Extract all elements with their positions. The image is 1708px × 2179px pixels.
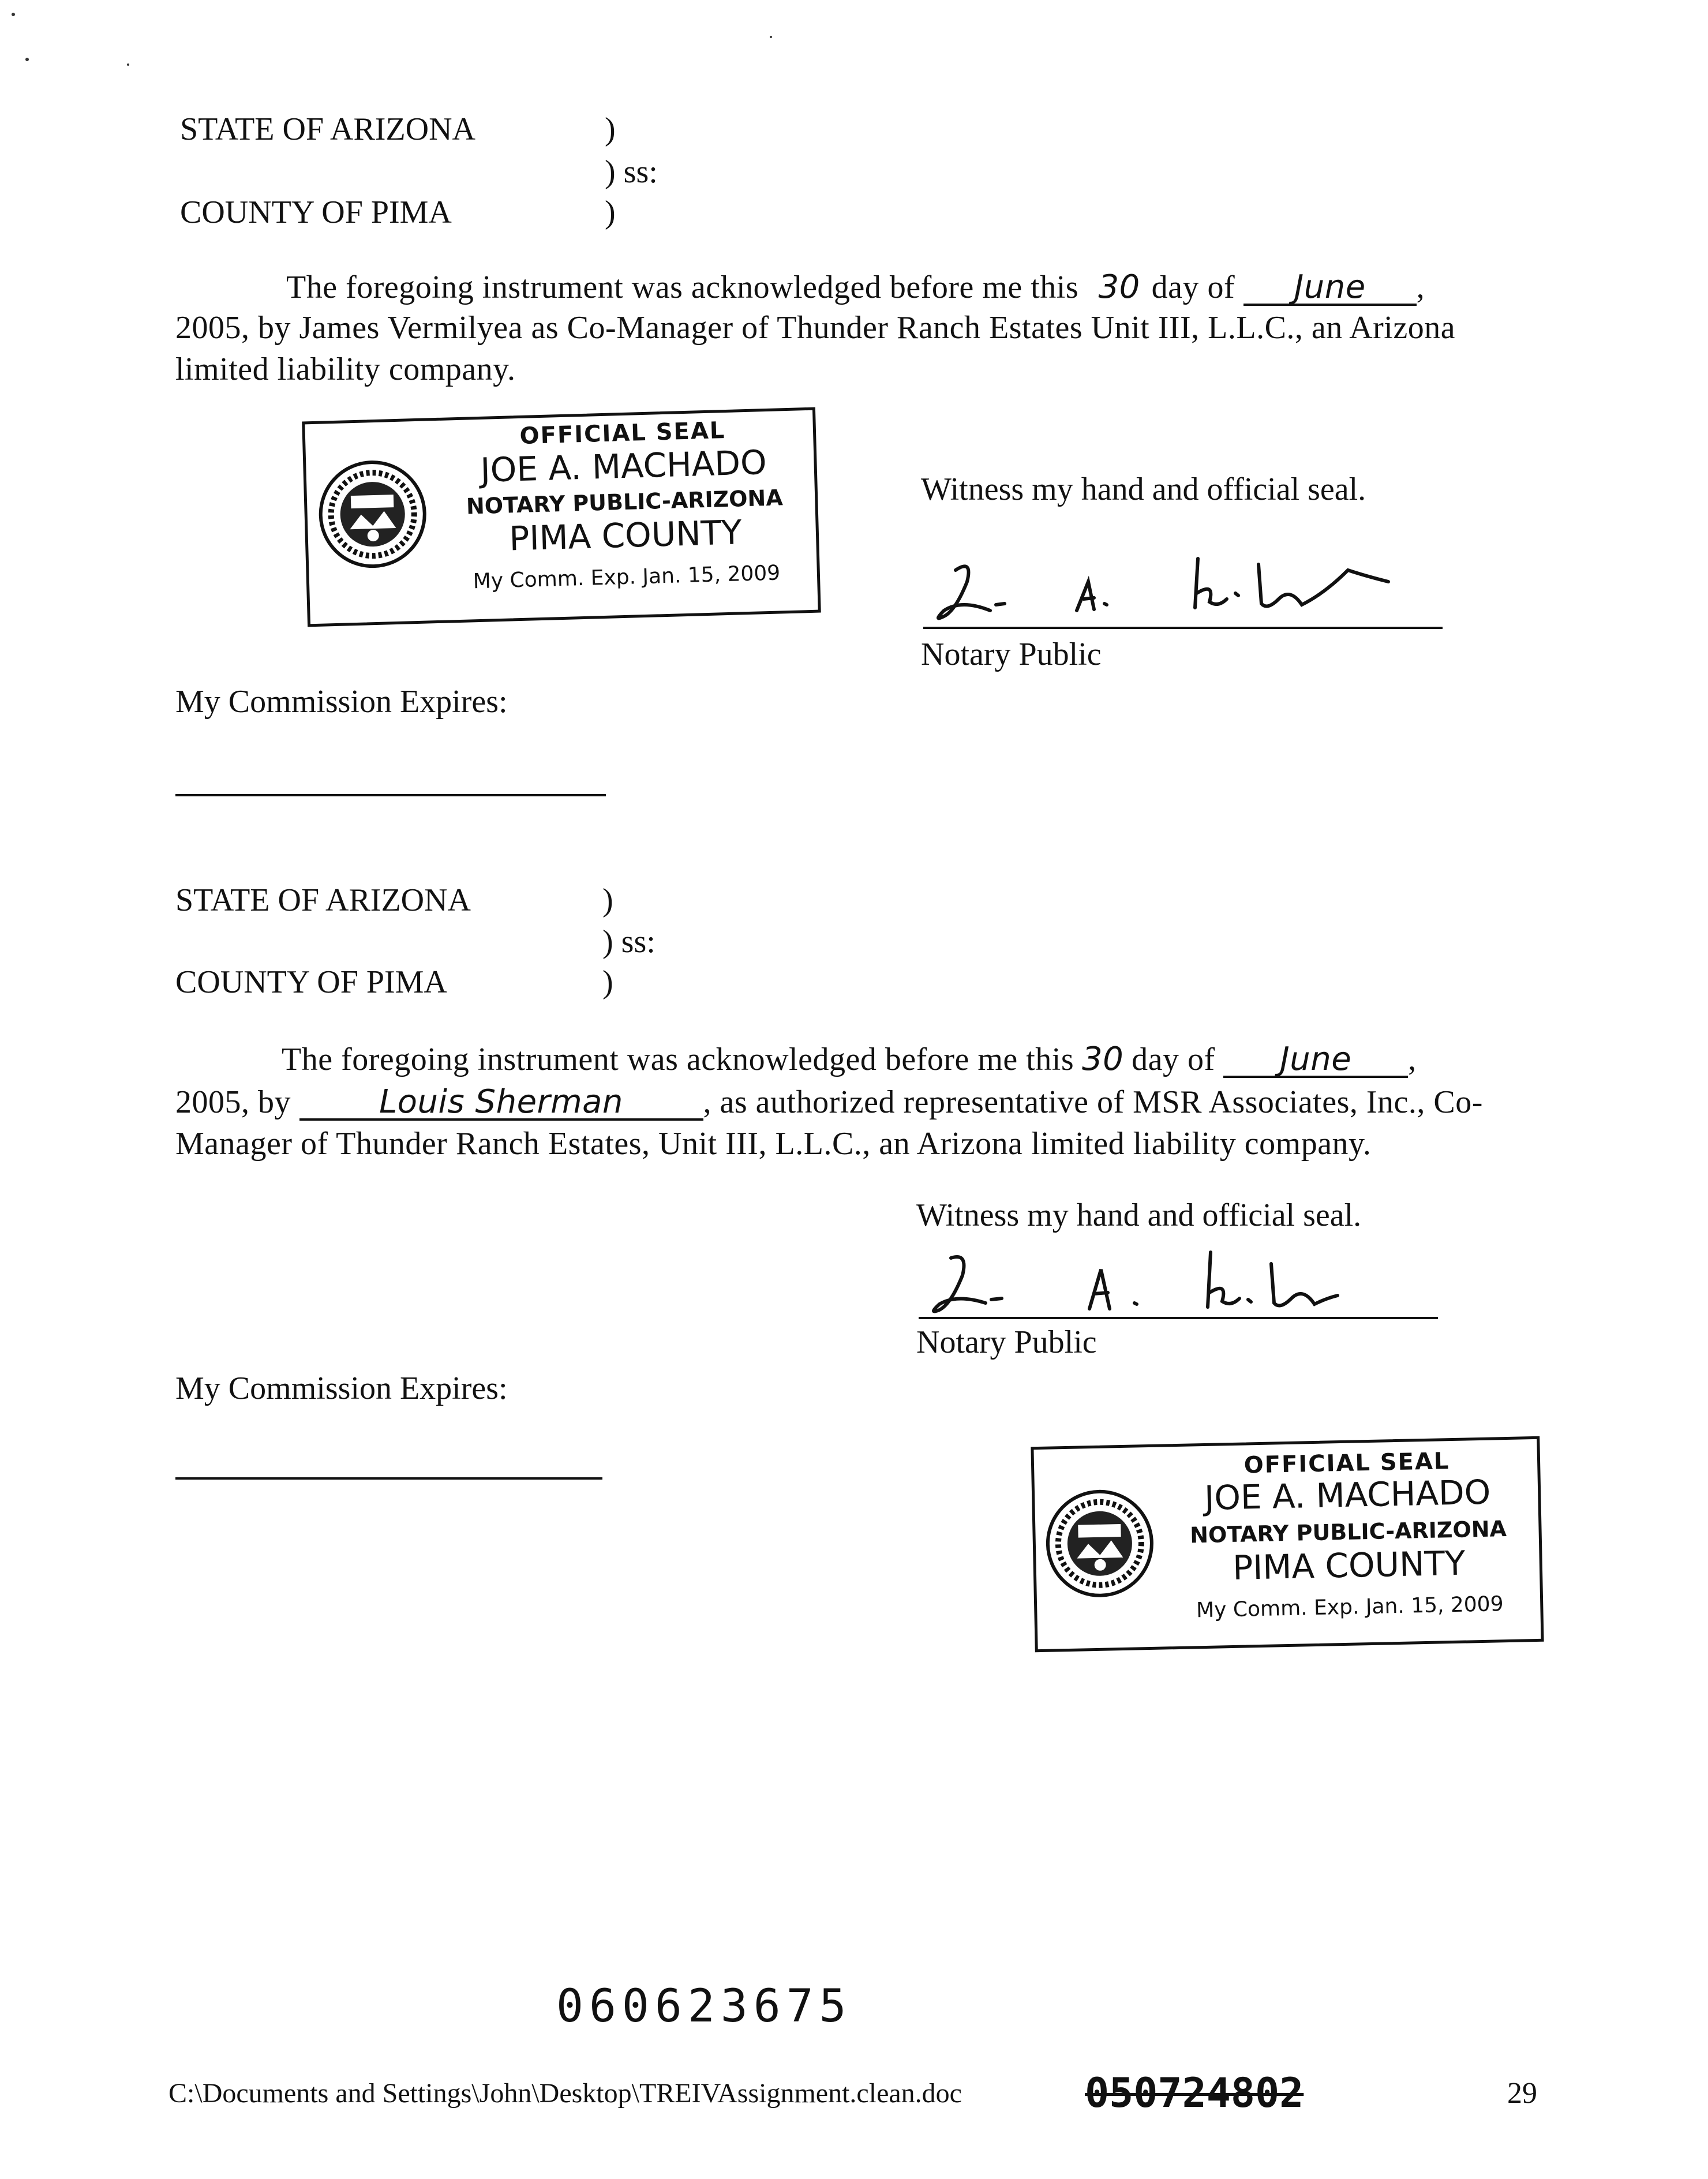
official-seal-stamp bbox=[302, 407, 821, 627]
page-number: 29 bbox=[1507, 2077, 1537, 2110]
scan-speck bbox=[12, 13, 15, 16]
county-heading: COUNTY OF PIMA bbox=[175, 964, 447, 1000]
commission-date-line bbox=[175, 794, 606, 796]
ss-mark: ) ss: bbox=[605, 154, 658, 190]
acknowledgment-text: day of bbox=[1151, 269, 1235, 305]
bracket-mark: ) bbox=[602, 882, 613, 918]
acknowledgment-text: The foregoing instrument was acknowledged before me this bbox=[282, 1042, 1074, 1077]
seal-notary-role: NOTARY PUBLIC-ARIZONA bbox=[466, 485, 784, 519]
seal-expiration: My Comm. Exp. Jan. 15, 2009 bbox=[1196, 1592, 1504, 1623]
ss-mark: ) ss: bbox=[602, 924, 656, 960]
seal-notary-name: JOE A. MACHADO bbox=[480, 443, 767, 490]
state-heading: STATE OF ARIZONA bbox=[175, 882, 471, 918]
notary-public-label: Notary Public bbox=[916, 1324, 1097, 1360]
recording-stamp-number: 060623675 bbox=[556, 1980, 852, 2032]
state-heading: STATE OF ARIZONA bbox=[180, 111, 475, 147]
handwritten-month: June bbox=[1243, 271, 1417, 306]
struck-through-number: 050724802 bbox=[1085, 2069, 1304, 2117]
acknowledgment-text: The foregoing instrument was acknowledged before me this bbox=[286, 269, 1079, 305]
scan-speck bbox=[127, 63, 129, 66]
acknowledgment-line-1 bbox=[282, 1039, 1417, 1080]
seal-expiration: My Comm. Exp. Jan. 15, 2009 bbox=[473, 561, 781, 594]
bracket-mark: ) bbox=[605, 194, 616, 230]
bracket-mark: ) bbox=[602, 964, 613, 1000]
acknowledgment-text: 2005, by bbox=[175, 1084, 291, 1120]
scan-speck bbox=[25, 58, 29, 61]
acknowledgment-line-3: Manager of Thunder Ranch Estates, Unit III, L.L.C., an Arizona limited liability company. bbox=[175, 1126, 1372, 1162]
commission-expires-label: My Commission Expires: bbox=[175, 684, 508, 720]
acknowledgment-line-3: limited liability company. bbox=[175, 351, 516, 387]
notary-public-label: Notary Public bbox=[921, 637, 1102, 672]
signature-line bbox=[919, 1317, 1438, 1319]
witness-line: Witness my hand and official seal. bbox=[916, 1197, 1362, 1233]
acknowledgment-line-2: 2005, by James Vermilyea as Co-Manager of Thunder Ranch Estates Unit III, L.L.C., an Arizona bbox=[175, 310, 1456, 346]
signature-line bbox=[923, 627, 1443, 629]
state-seal-icon bbox=[316, 458, 429, 571]
seal-notary-name: JOE A. MACHADO bbox=[1204, 1472, 1491, 1518]
bracket-mark: ) bbox=[605, 111, 616, 147]
seal-title: OFFICIAL SEAL bbox=[1243, 1448, 1450, 1479]
official-seal-stamp bbox=[1031, 1436, 1544, 1652]
acknowledgment-line-1 bbox=[286, 267, 1425, 308]
acknowledgment-line-2 bbox=[175, 1081, 1483, 1123]
file-path: C:\Documents and Settings\John\Desktop\TREIVAssignment.clean.doc bbox=[168, 2078, 962, 2109]
acknowledgment-text: day of bbox=[1132, 1042, 1215, 1077]
seal-county: PIMA COUNTY bbox=[1232, 1543, 1466, 1588]
state-seal-icon bbox=[1044, 1488, 1156, 1600]
handwritten-month: June bbox=[1223, 1043, 1408, 1078]
scan-speck bbox=[770, 36, 772, 38]
comma: , bbox=[1416, 269, 1425, 305]
notary-signature bbox=[916, 1241, 1413, 1327]
handwritten-day: 30 bbox=[1098, 268, 1140, 306]
seal-title: OFFICIAL SEAL bbox=[519, 417, 726, 450]
handwritten-name: Louis Sherman bbox=[299, 1086, 703, 1121]
county-heading: COUNTY OF PIMA bbox=[180, 194, 452, 230]
seal-notary-role: NOTARY PUBLIC-ARIZONA bbox=[1189, 1516, 1507, 1548]
seal-county: PIMA COUNTY bbox=[508, 512, 743, 559]
comma: , bbox=[1408, 1042, 1417, 1077]
acknowledgment-text: , as authorized representative of MSR Associates, Inc., Co- bbox=[703, 1084, 1483, 1120]
commission-expires-label: My Commission Expires: bbox=[175, 1371, 508, 1406]
witness-line: Witness my hand and official seal. bbox=[921, 471, 1366, 507]
commission-date-line bbox=[175, 1477, 602, 1480]
handwritten-day: 30 bbox=[1082, 1040, 1124, 1078]
notary-signature bbox=[921, 536, 1417, 634]
